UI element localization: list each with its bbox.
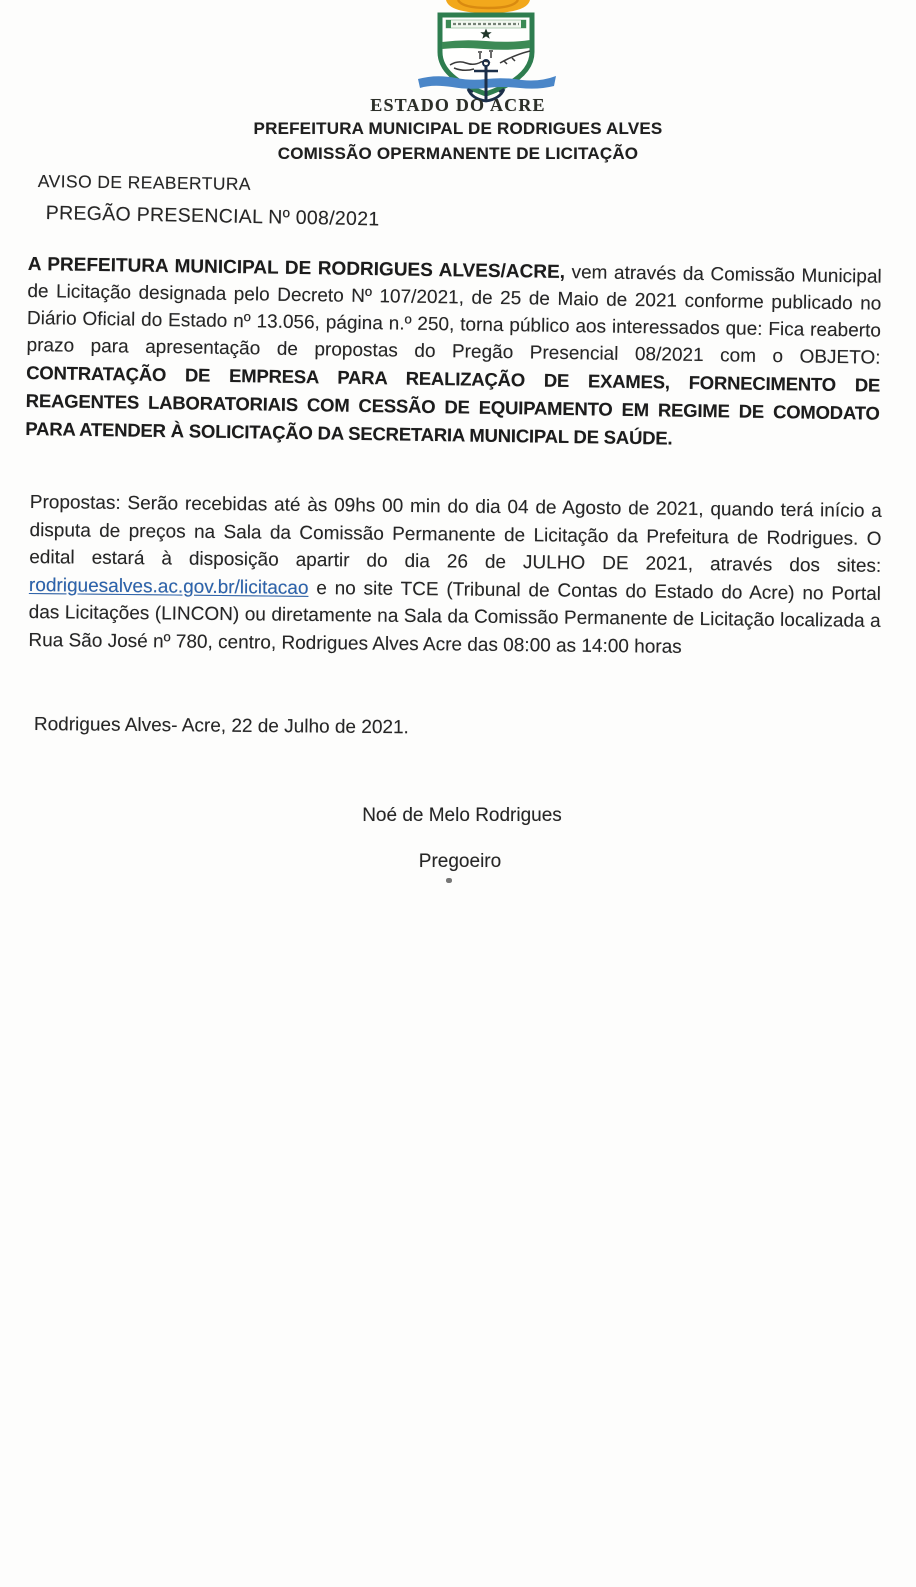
- propostas-text-before-link: Propostas: Serão recebidas até às 09hs 00 min do dia 04 de Agosto de 2021, quando terá início a disputa de preços na Sala da Comissão Permanente de Licitação da Prefeitura de Rodrigues. O edital estará à disposição apartir do dia 26 de JULHO DE 2021, através dos sites:: [29, 491, 882, 577]
- notice-subtitle: PREGÃO PRESENCIAL Nº 008/2021: [45, 202, 380, 231]
- coat-of-arms-acre: [412, 0, 562, 110]
- letterhead-commission: COMISSÃO OPERMANENTE DE LICITAÇÃO: [277, 144, 639, 163]
- signature-role: Pregoeiro: [418, 851, 502, 872]
- propostas-text-after-link: e no site TCE (Tribunal de Contas do Estado do Acre) no Portal das Licitações (LINCON) ou diretamente na Sala da Comissão Permanente de Licitação localizada a Rua São José nº 780, centro, Rodrigues Alves Acre das 08:00 as 14:00 horas: [28, 577, 882, 658]
- paragraph-object: [25, 251, 882, 456]
- paragraph-middle-text: vem através da Comissão Municipal de Licitação designada pelo Decreto Nº 107/2021, de 25 de Maio de 2021 conforme publicado no Diário Oficial do Estado nº 13.056, página n.º 250, torna público aos interessados que: Fica reaberto prazo para apresentação de propostas do Pregão Presencial 08/2021 com o OBJETO:: [26, 261, 882, 369]
- paragraph-propostas: [28, 489, 882, 663]
- letterhead-municipality: PREFEITURA MUNICIPAL DE RODRIGUES ALVES: [253, 119, 663, 138]
- letterhead-state: ESTADO DO ACRE: [370, 95, 546, 115]
- signature-name: Noé de Melo Rodrigues: [362, 805, 562, 826]
- licitacao-site-link[interactable]: rodriguesalves.ac.gov.br/licitacao: [28, 574, 309, 599]
- crest-gold-top-icon: [446, 0, 530, 13]
- notice-title: AVISO DE REABERTURA: [37, 171, 252, 194]
- dateline: Rodrigues Alves- Acre, 22 de Julho de 2021.: [33, 714, 409, 739]
- paragraph-objeto-bold: CONTRATAÇÃO DE EMPRESA PARA REALIZAÇÃO DE EXAMES, FORNECIMENTO DE REAGENTES LABORATORIAIS COM CESSÃO DE EQUIPAMENTO EM REGIME DE COMODATO PARA ATENDER À SOLICITAÇÃO DA SECRETARIA MUNICIPAL DE SAÚDE.: [25, 361, 881, 449]
- paragraph-lead-bold: A PREFEITURA MUNICIPAL DE RODRIGUES ALVES/ACRE,: [27, 253, 566, 283]
- scan-speck: [446, 878, 452, 883]
